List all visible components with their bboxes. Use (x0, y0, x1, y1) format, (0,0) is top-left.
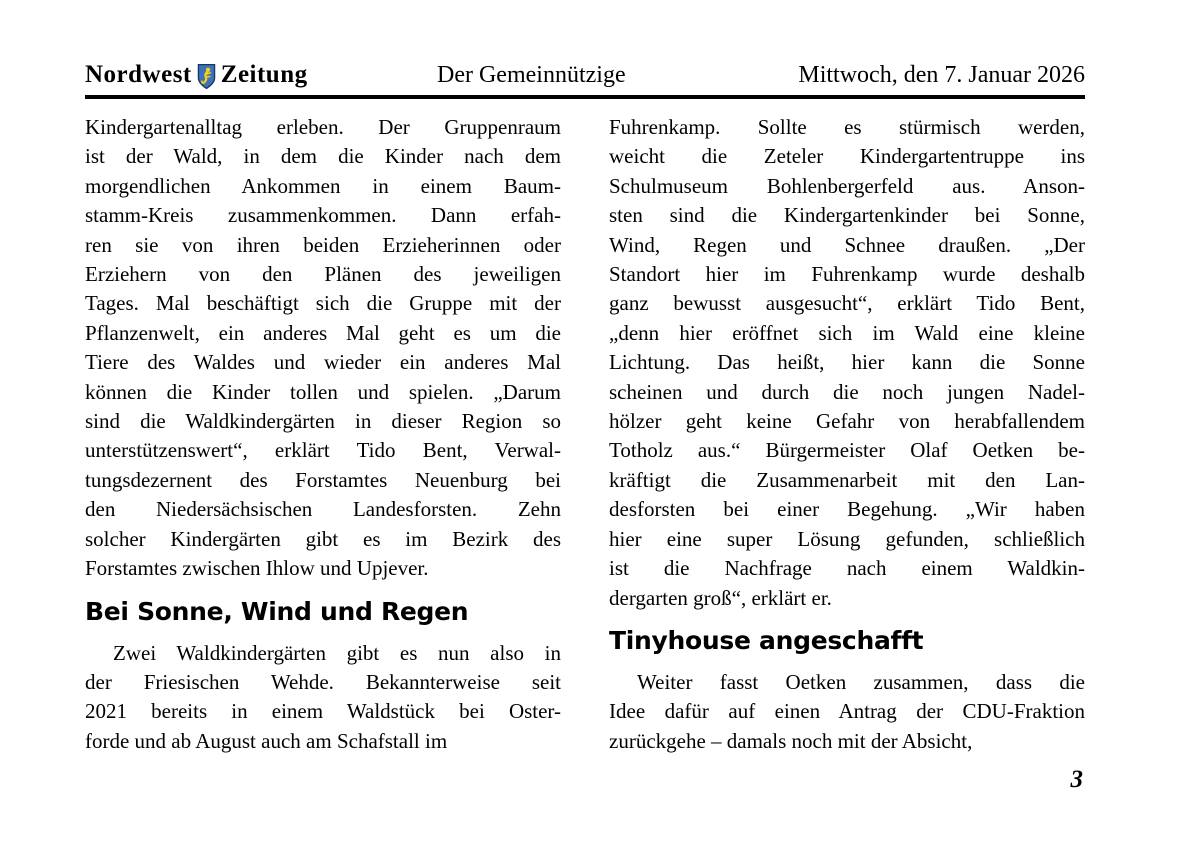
text-line: Wind, Regen und Schnee draußen. „Der (609, 232, 1085, 257)
text-line: Schulmuseum Bohlenbergerfeld aus. Anson- (609, 173, 1085, 198)
text-line: Tages. Mal beschäftigt sich die Gruppe mit der (85, 291, 561, 316)
text-line: Totholz aus.“ Bürgermeister Olaf Oetken be- (609, 438, 1085, 463)
text-line: weicht die Zeteler Kindergartentruppe ins (609, 144, 1085, 169)
header-rule (85, 95, 1085, 99)
text-line: können die Kinder tollen und spielen. „Darum (85, 379, 561, 404)
text-line: ist der Wald, in dem die Kinder nach dem (85, 144, 561, 169)
section-heading: Bei Sonne, Wind und Regen (85, 596, 469, 626)
text-line: ist die Nachfrage nach einem Waldkin- (609, 556, 1085, 581)
text-line: Forstamtes zwischen Ihlow und Upjever. (85, 556, 429, 581)
text-line: kräftigt die Zusammenarbeit mit den Lan- (609, 467, 1085, 492)
text-line: Idee dafür auf einen Antrag der CDU-Fraktion (609, 699, 1085, 724)
shield-lion-crest-icon (197, 63, 216, 90)
left-column (85, 113, 561, 756)
paragraph (85, 639, 561, 757)
text-line: der Friesischen Wehde. Bekannterweise seit (85, 669, 561, 694)
text-line: sind die Waldkindergärten in dieser Region so (85, 409, 561, 434)
text-line: Kindergartenalltag erleben. Der Gruppenraum (85, 115, 561, 139)
text-line: Tiere des Waldes und wieder ein anderes Mal (85, 350, 561, 375)
issue-date: Mittwoch, den 7. Januar 2026 (798, 62, 1085, 88)
text-line: ren sie von ihren beiden Erzieherinnen oder (85, 232, 561, 257)
text-line: unterstützenswert“, erklärt Tido Bent, Verwal- (85, 438, 561, 463)
text-line: den Niedersächsischen Landesforsten. Zehn (85, 497, 561, 522)
paragraph (609, 668, 1085, 756)
text-line: Zwei Waldkindergärten gibt es nun also in (113, 640, 561, 665)
page-number: 3 (1070, 766, 1083, 793)
text-line: Standort hier im Fuhrenkamp wurde deshalb (609, 262, 1085, 287)
text-line: Pflanzenwelt, ein anderes Mal geht es um die (85, 320, 561, 345)
text-line: „denn hier eröffnet sich im Wald eine kleine (609, 320, 1085, 345)
text-line: desforsten bei einer Begehung. „Wir haben (609, 497, 1085, 522)
masthead (85, 57, 1085, 89)
text-line: hier eine super Lösung gefunden, schließlich (609, 526, 1085, 551)
text-line: morgendlichen Ankommen in einem Baum- (85, 173, 561, 198)
text-line: scheinen und durch die noch jungen Nadel- (609, 379, 1085, 404)
text-line: Weiter fasst Oetken zusammen, dass die (637, 669, 1085, 694)
text-line: Lichtung. Das heißt, hier kann die Sonne (609, 350, 1085, 375)
text-line: Fuhrenkamp. Sollte es stürmisch werden, (609, 115, 1085, 139)
article-body (85, 113, 1085, 756)
text-line: zurückgehe – damals noch mit der Absicht, (609, 728, 973, 753)
text-line: sten sind die Kindergartenkinder bei Sonne, (609, 203, 1085, 228)
section-heading: Tinyhouse angeschafft (609, 625, 924, 655)
text-line: forde und ab August auch am Schafstall im (85, 728, 448, 753)
paragraph (609, 113, 1085, 613)
text-line: tungsdezernent des Forstamtes Neuenburg bei (85, 467, 561, 492)
text-line: dergarten groß“, erklärt er. (609, 585, 832, 610)
newspaper-title-left: Nordwest (85, 61, 192, 88)
text-line: solcher Kindergärten gibt es im Bezirk des (85, 526, 561, 551)
newspaper-title-right: Zeitung (220, 61, 308, 88)
edition-title: Der Gemeinnützige (437, 62, 626, 88)
text-line: hölzer geht keine Gefahr von herabfallendem (609, 409, 1085, 434)
text-line: stamm-Kreis zusammenkommen. Dann erfah- (85, 203, 561, 228)
newspaper-title (85, 61, 308, 89)
paragraph (85, 113, 561, 584)
right-column (609, 113, 1085, 756)
text-line: ganz bewusst ausgesucht“, erklärt Tido Bent, (609, 291, 1085, 316)
text-line: Erziehern von den Plänen des jeweiligen (85, 262, 561, 287)
text-line: 2021 bereits in einem Waldstück bei Oster- (85, 699, 561, 724)
